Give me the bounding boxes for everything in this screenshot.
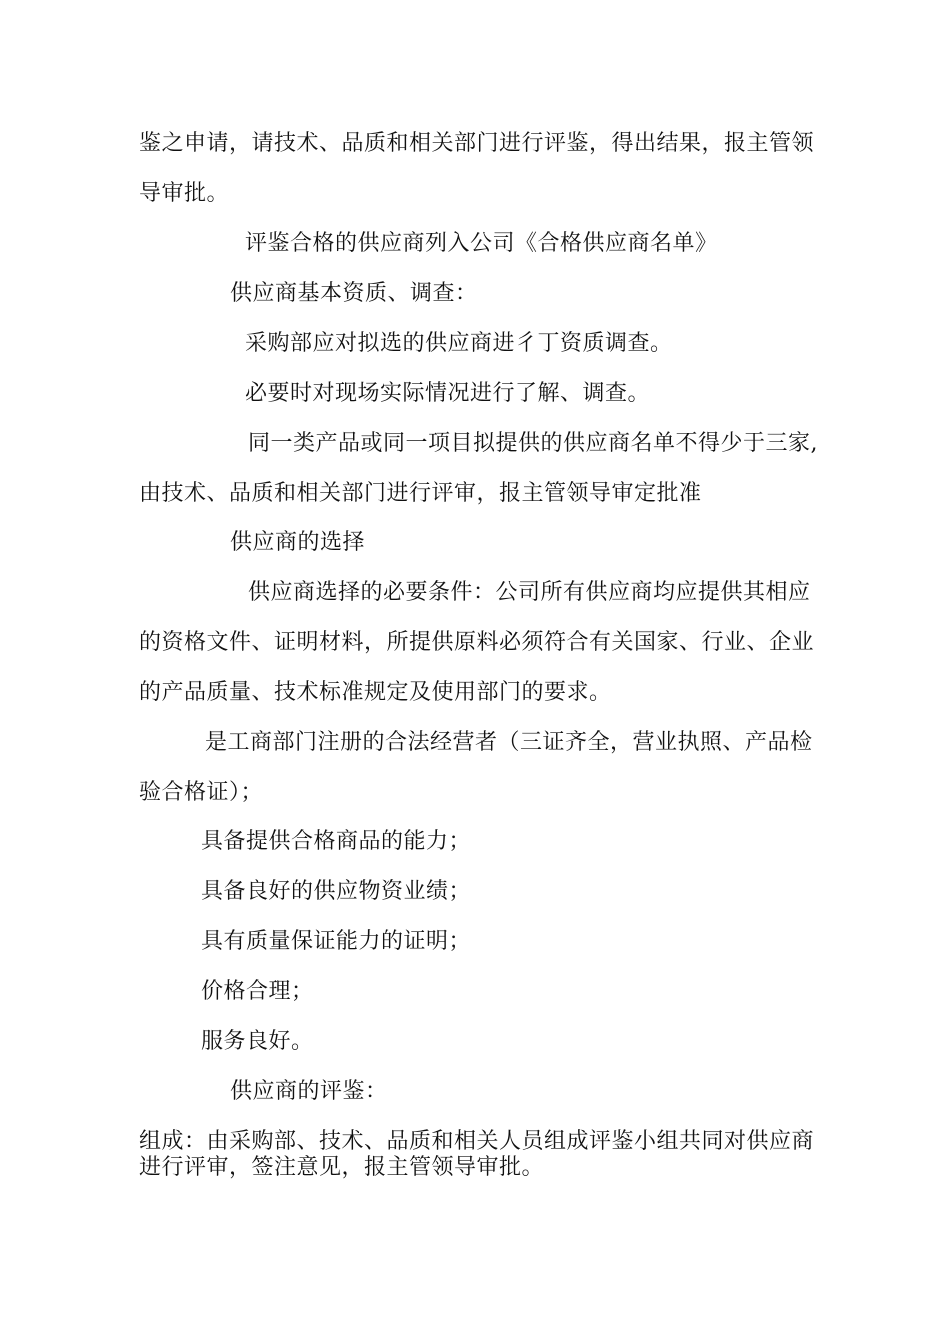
text-line: 必要时对现场实际情况进行了解、调查。 (245, 381, 651, 406)
list-item: 具备提供合格商品的能力； (201, 829, 472, 854)
text-line: 的产品质量、技术标准规定及使用部门的要求。 (139, 680, 612, 705)
text-line: 组成：由采购部、技术、品质和相关人员组成评鉴小组共同对供应商 (139, 1129, 815, 1154)
section-heading: 评鉴合格的供应商列入公司《合格供应商名单》 (245, 231, 718, 256)
list-item: 具有质量保证能力的证明； (201, 929, 472, 954)
text-line: 验合格证）； (139, 780, 264, 805)
list-item: 服务良好。 (201, 1029, 314, 1054)
text-line: 鉴之申请，请技术、品质和相关部门进行评鉴，得出结果，报主管领 (139, 131, 815, 156)
text-line: 导审批。 (139, 181, 230, 206)
text-line: 同一类产品或同一项目拟提供的供应商名单不得少于三家, (248, 431, 818, 456)
section-heading: 供应商的评鉴： (230, 1079, 388, 1104)
text-line: 的资格文件、证明材料，所提供原料必须符合有关国家、行业、企业 (139, 630, 815, 655)
section-heading: 供应商的选择 (230, 530, 366, 555)
section-heading: 供应商基本资质、调查： (230, 281, 478, 306)
list-item: 价格合理； (201, 979, 314, 1004)
text-line: 供应商选择的必要条件：公司所有供应商均应提供其相应 (248, 580, 811, 605)
text-line: 采购部应对拟选的供应商进彳丁资质调查。 (245, 331, 673, 356)
list-item: 具备良好的供应物资业绩； (201, 879, 472, 904)
text-line: 进行评审，签注意见，报主管领导审批。 (139, 1155, 545, 1180)
text-line: 由技术、品质和相关部门进行评审，报主管领导审定批准 (139, 481, 702, 506)
text-line: 是工商部门注册的合法经营者（三证齐全，营业执照、产品检 (205, 730, 813, 755)
